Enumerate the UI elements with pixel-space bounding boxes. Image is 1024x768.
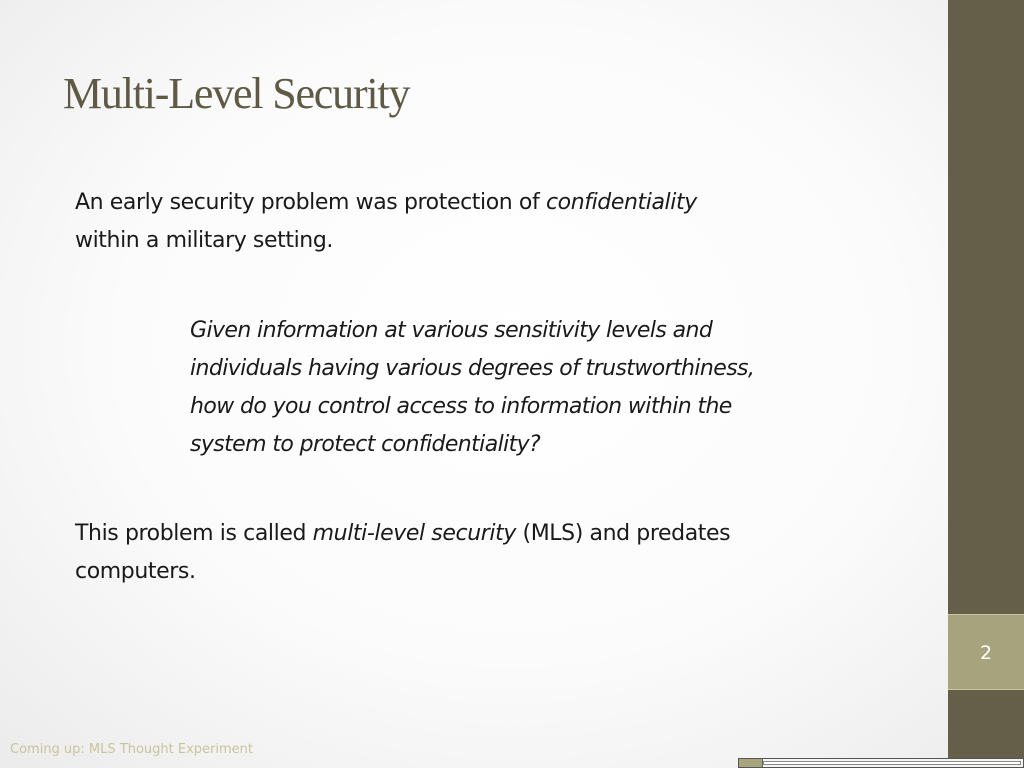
- intro-text: An early security problem was protection of: [75, 190, 546, 215]
- quote-line-2: individuals having various degrees of trustworthiness,: [190, 356, 755, 381]
- slide-number: 2: [979, 642, 993, 664]
- mls-line-1: [75, 515, 895, 553]
- mls-emphasis: multi-level security: [312, 521, 516, 546]
- mls-text: This problem is called: [75, 521, 313, 546]
- footer-coming-up: Coming up: MLS Thought Experiment: [10, 742, 253, 757]
- quote-line-3: how do you control access to information within the: [190, 394, 732, 419]
- slide-number-box: [948, 614, 1024, 690]
- intro-line-2: within a military setting.: [75, 228, 333, 253]
- quote-line-1: Given information at various sensitivity levels and: [190, 318, 713, 343]
- presentation-progress-bar[interactable]: [738, 758, 1024, 768]
- quote-line-4: system to protect confidentiality?: [190, 432, 541, 457]
- progress-track: [763, 761, 1021, 765]
- intro-line-1: [75, 184, 855, 222]
- mls-rest: (MLS) and predates: [515, 521, 731, 546]
- progress-fill: [739, 759, 763, 767]
- slide-title: Multi-Level Security: [63, 69, 410, 118]
- question-quote: [190, 312, 890, 464]
- mls-paragraph: [75, 515, 895, 591]
- intro-paragraph: [75, 184, 855, 260]
- confidentiality-emphasis: confidentiality: [545, 190, 697, 215]
- mls-line-2: computers.: [75, 559, 196, 584]
